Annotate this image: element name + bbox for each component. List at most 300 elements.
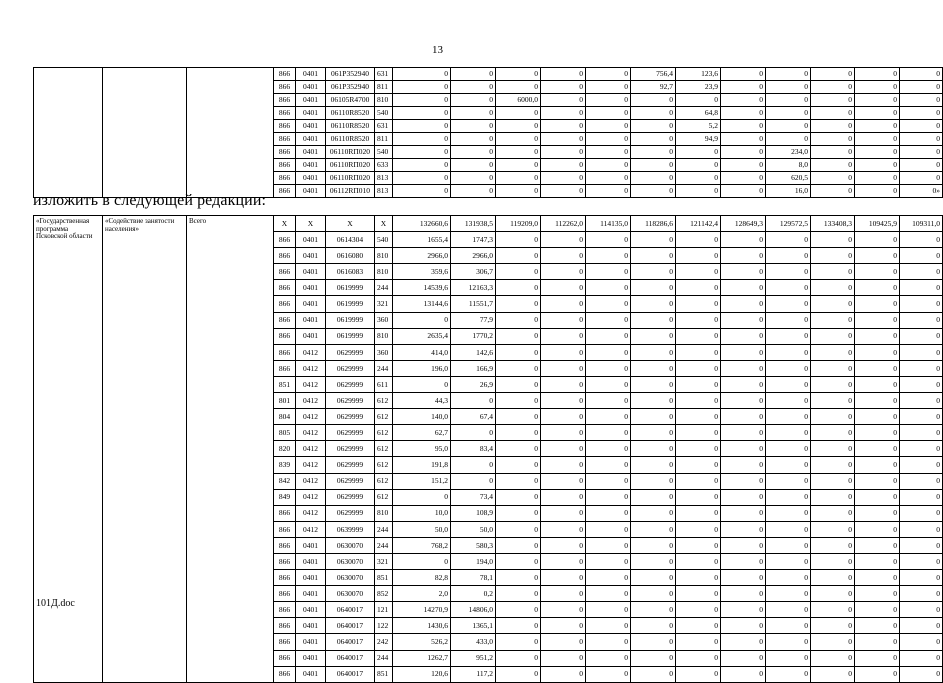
total-cell: 109311,0 — [900, 216, 943, 232]
table-cell: 0 — [855, 570, 900, 586]
table-cell: 06105R4700 — [326, 94, 375, 107]
table-cell: 6000,0 — [496, 94, 541, 107]
table-cell: 0 — [855, 328, 900, 344]
table-cell: 5,2 — [676, 120, 721, 133]
table-cell: 0401 — [296, 650, 326, 666]
table-cell: 0 — [855, 666, 900, 682]
subprogram-name-cell: «Содействие занятости населения» — [103, 216, 187, 683]
table-cell: 0 — [586, 376, 631, 392]
table-cell: 67,4 — [451, 409, 496, 425]
table-cell: 0 — [541, 107, 586, 120]
table-cell: 866 — [274, 521, 296, 537]
table-cell: 0 — [586, 81, 631, 94]
table-cell: 526,2 — [393, 634, 451, 650]
table-cell: 0401 — [296, 133, 326, 146]
table-cell: 0614304 — [326, 232, 375, 248]
table-cell: 244 — [375, 521, 393, 537]
table-cell: 0 — [811, 280, 855, 296]
table-cell: 0 — [855, 425, 900, 441]
table-cell: 866 — [274, 553, 296, 569]
table-cell: 2,0 — [393, 586, 451, 602]
table-cell: 866 — [274, 133, 296, 146]
table-cell: 0 — [451, 457, 496, 473]
table-cell: 0 — [721, 81, 766, 94]
table-cell: 0 — [766, 360, 811, 376]
table-cell: 866 — [274, 159, 296, 172]
table-cell: 0 — [811, 505, 855, 521]
table-cell: 0 — [586, 666, 631, 682]
table-cell: 142,6 — [451, 344, 496, 360]
table-cell: 0 — [676, 602, 721, 618]
total-cell: 132660,6 — [393, 216, 451, 232]
table-cell: 414,0 — [393, 344, 451, 360]
table-cell: 0 — [855, 553, 900, 569]
table-cell: 0 — [541, 425, 586, 441]
table-cell: 0 — [900, 159, 943, 172]
table-cell: 0 — [721, 280, 766, 296]
table-cell: 0629999 — [326, 393, 375, 409]
table-cell: 0 — [900, 634, 943, 650]
table-cell: 0640017 — [326, 666, 375, 682]
table-cell: 0 — [586, 280, 631, 296]
table-cell: 0 — [721, 133, 766, 146]
table-cell: 0 — [541, 393, 586, 409]
table-cell: 0 — [631, 280, 676, 296]
table-cell: 0 — [766, 489, 811, 505]
table-cell: 0 — [631, 232, 676, 248]
table-cell: 866 — [274, 68, 296, 81]
table-cell: 0 — [855, 602, 900, 618]
table-cell: 0 — [586, 586, 631, 602]
table-cell: 0 — [496, 360, 541, 376]
table-cell: 0401 — [296, 312, 326, 328]
table-cell: 811 — [375, 81, 393, 94]
table-cell: 1365,1 — [451, 618, 496, 634]
table-cell: 0 — [721, 505, 766, 521]
table-cell: 866 — [274, 666, 296, 682]
table-cell: 0 — [586, 570, 631, 586]
table-cell: 0 — [811, 159, 855, 172]
table-cell: 0 — [766, 81, 811, 94]
table-cell: 0 — [811, 586, 855, 602]
table-cell: 0 — [721, 521, 766, 537]
table-cell: 611 — [375, 376, 393, 392]
table-cell: 0401 — [296, 172, 326, 185]
table-cell: 0 — [496, 409, 541, 425]
table-cell: 0 — [721, 296, 766, 312]
table-cell: 06110R8520 — [326, 120, 375, 133]
table-cell: 0630070 — [326, 586, 375, 602]
label-cell — [187, 68, 274, 198]
table-cell: 0 — [393, 489, 451, 505]
table-cell: 121 — [375, 602, 393, 618]
table-cell: 0 — [811, 666, 855, 682]
table-cell: 0 — [676, 328, 721, 344]
table-cell: 0 — [393, 133, 451, 146]
table-cell: 0 — [586, 159, 631, 172]
table-cell: 0 — [631, 457, 676, 473]
table-cell: 0 — [721, 232, 766, 248]
table-cell: 0 — [541, 296, 586, 312]
table-cell: 0 — [855, 296, 900, 312]
table-cell: 0 — [586, 521, 631, 537]
table-cell: 0 — [900, 650, 943, 666]
table-cell: 866 — [274, 264, 296, 280]
table-cell: 0 — [541, 133, 586, 146]
table-cell: 0 — [631, 650, 676, 666]
table-cell: 0 — [541, 120, 586, 133]
table-cell: 540 — [375, 107, 393, 120]
table-cell: 360 — [375, 344, 393, 360]
table-cell: 242 — [375, 634, 393, 650]
table-cell: 0 — [631, 521, 676, 537]
table-cell: 123,6 — [676, 68, 721, 81]
table-cell: 0 — [721, 344, 766, 360]
table-cell: 0 — [855, 489, 900, 505]
table-cell: 0 — [811, 94, 855, 107]
table-cell: 0616080 — [326, 248, 375, 264]
table-cell: 0 — [586, 650, 631, 666]
table-cell: 0 — [586, 409, 631, 425]
table-cell: 0 — [721, 666, 766, 682]
table-cell: 306,7 — [451, 264, 496, 280]
table-cell: 0 — [541, 618, 586, 634]
table-cell: 0640017 — [326, 650, 375, 666]
table-cell: 0 — [496, 425, 541, 441]
table-cell: 0 — [766, 312, 811, 328]
table-cell: 0 — [855, 81, 900, 94]
table-cell: 0 — [586, 264, 631, 280]
table-cell: 0 — [900, 393, 943, 409]
table-cell: 0 — [855, 264, 900, 280]
table-cell: 866 — [274, 570, 296, 586]
table-cell: 0 — [631, 553, 676, 569]
table-cell: 0 — [676, 232, 721, 248]
table-cell: 0 — [900, 360, 943, 376]
table-cell: 1262,7 — [393, 650, 451, 666]
table-cell: 0 — [496, 344, 541, 360]
table-cell: 0 — [496, 570, 541, 586]
table-cell: 0 — [811, 107, 855, 120]
table-cell: 0 — [541, 441, 586, 457]
table-cell: 0 — [766, 94, 811, 107]
table-cell: 0630070 — [326, 537, 375, 553]
table-cell: 2966,0 — [451, 248, 496, 264]
table-cell: 0 — [766, 376, 811, 392]
table-cell: 0 — [855, 376, 900, 392]
table-cell: 0640017 — [326, 634, 375, 650]
table-cell: 0 — [676, 94, 721, 107]
table-cell: 0 — [496, 521, 541, 537]
table-cell: 0 — [676, 473, 721, 489]
table-cell: 321 — [375, 553, 393, 569]
table-cell: 839 — [274, 457, 296, 473]
table-cell: 0 — [676, 376, 721, 392]
table-cell: 0 — [811, 409, 855, 425]
table-cell: 0 — [496, 264, 541, 280]
table-cell: 0 — [586, 441, 631, 457]
table-cell: 92,7 — [631, 81, 676, 94]
table-cell: 0 — [900, 344, 943, 360]
table-cell: 0 — [586, 473, 631, 489]
table-cell: 0 — [676, 172, 721, 185]
table-cell: 0 — [631, 172, 676, 185]
total-row — [34, 216, 943, 232]
table-cell: 0 — [855, 505, 900, 521]
table-cell: 0 — [541, 505, 586, 521]
table-cell: 866 — [274, 344, 296, 360]
table-cell: 0 — [900, 409, 943, 425]
table-cell: 0412 — [296, 344, 326, 360]
table-cell: 0401 — [296, 185, 326, 198]
table-cell: 0 — [496, 328, 541, 344]
table-cell: 0 — [721, 586, 766, 602]
table-cell: 0 — [811, 393, 855, 409]
table-cell: 0 — [766, 393, 811, 409]
table-cell: 0 — [721, 159, 766, 172]
table-cell: 0 — [855, 94, 900, 107]
table-cell: 0 — [811, 650, 855, 666]
table-cell: 0412 — [296, 441, 326, 457]
table-cell: 10,0 — [393, 505, 451, 521]
table-cell: 0 — [451, 393, 496, 409]
table-cell: 0 — [586, 457, 631, 473]
program-table — [33, 215, 943, 683]
table-cell: 64,8 — [676, 107, 721, 120]
table-cell: 0 — [721, 489, 766, 505]
table-cell: 0 — [855, 107, 900, 120]
table-cell: 0 — [766, 457, 811, 473]
table-cell: 244 — [375, 537, 393, 553]
table-cell: 0629999 — [326, 473, 375, 489]
table-cell: 0 — [496, 489, 541, 505]
table-cell: 0 — [631, 634, 676, 650]
table-cell: 851 — [375, 666, 393, 682]
table-cell: 0 — [541, 146, 586, 159]
table-cell: 0 — [631, 133, 676, 146]
table-cell: 0 — [766, 586, 811, 602]
table-cell: 0 — [721, 602, 766, 618]
table-cell: 0 — [631, 586, 676, 602]
total-cell: 128649,3 — [721, 216, 766, 232]
table-cell: 0 — [900, 94, 943, 107]
total-cell: Х — [274, 216, 296, 232]
table-cell: 0 — [631, 312, 676, 328]
table-cell: 0 — [586, 360, 631, 376]
table-cell: 0 — [631, 505, 676, 521]
table-cell: 0630070 — [326, 553, 375, 569]
table-cell: 244 — [375, 650, 393, 666]
table-cell: 612 — [375, 489, 393, 505]
table-cell: 0 — [855, 344, 900, 360]
table-cell: 0 — [631, 537, 676, 553]
table-cell: 0 — [855, 312, 900, 328]
table-cell: 0 — [766, 650, 811, 666]
table-cell: 0 — [451, 185, 496, 198]
table-cell: 0 — [393, 553, 451, 569]
table-cell: 0 — [766, 521, 811, 537]
table-cell: 0 — [721, 425, 766, 441]
table-cell: 0 — [541, 553, 586, 569]
table-cell: 0630070 — [326, 570, 375, 586]
table-cell: 0 — [586, 172, 631, 185]
table-cell: 0 — [541, 409, 586, 425]
table-cell: 0 — [631, 328, 676, 344]
table-cell: 0 — [811, 81, 855, 94]
table-cell: 540 — [375, 146, 393, 159]
table-cell: 0629999 — [326, 344, 375, 360]
table-cell: 0 — [676, 537, 721, 553]
table-cell: 0 — [541, 172, 586, 185]
table-cell: 0 — [451, 473, 496, 489]
table-cell: 061P352940 — [326, 81, 375, 94]
table-cell: 0 — [900, 68, 943, 81]
table-cell: 612 — [375, 425, 393, 441]
table-cell: 0 — [451, 159, 496, 172]
table-cell: 122 — [375, 618, 393, 634]
table-cell: 0 — [586, 553, 631, 569]
table-cell: 0 — [586, 344, 631, 360]
table-cell: 0 — [451, 120, 496, 133]
table-cell: 06110R8520 — [326, 133, 375, 146]
table-cell: 95,0 — [393, 441, 451, 457]
table-cell: 0 — [631, 489, 676, 505]
table-cell: 866 — [274, 505, 296, 521]
table-cell: 0 — [766, 570, 811, 586]
table-cell: 0 — [676, 409, 721, 425]
table-cell: 842 — [274, 473, 296, 489]
table-cell: 0 — [631, 146, 676, 159]
table-cell: 810 — [375, 505, 393, 521]
table-cell: 0 — [451, 107, 496, 120]
table-cell: 0629999 — [326, 441, 375, 457]
table-cell: 0 — [451, 172, 496, 185]
program-cell — [34, 68, 103, 198]
table-cell: 0 — [811, 376, 855, 392]
table-cell: 0 — [586, 312, 631, 328]
table-cell: 1770,2 — [451, 328, 496, 344]
table-cell: 0 — [676, 185, 721, 198]
table-cell: 0401 — [296, 280, 326, 296]
table-cell: 0 — [541, 666, 586, 682]
table-cell: 0 — [721, 570, 766, 586]
table-cell: 12163,3 — [451, 280, 496, 296]
table-cell: 0 — [586, 505, 631, 521]
table-cell: 13144,6 — [393, 296, 451, 312]
table-cell: 0 — [586, 120, 631, 133]
table-cell: 0 — [900, 553, 943, 569]
table-cell: 0 — [631, 159, 676, 172]
total-cell: Х — [326, 216, 375, 232]
table-cell: 0401 — [296, 264, 326, 280]
table-cell: 0 — [900, 505, 943, 521]
table-cell: 0 — [451, 81, 496, 94]
continuation-table — [33, 67, 943, 198]
table-cell: 0 — [855, 473, 900, 489]
table-cell: 0 — [676, 505, 721, 521]
table-cell: 0 — [676, 296, 721, 312]
table-cell: 151,2 — [393, 473, 451, 489]
table-cell: 0 — [811, 360, 855, 376]
table-cell: 0629999 — [326, 409, 375, 425]
table-cell: 244 — [375, 280, 393, 296]
table-cell: 0 — [766, 537, 811, 553]
table-cell: 0 — [766, 232, 811, 248]
table-cell: 0 — [586, 68, 631, 81]
table-cell: 0 — [721, 537, 766, 553]
table-cell: 0412 — [296, 425, 326, 441]
table-cell: 0 — [900, 296, 943, 312]
table-cell: 0 — [631, 248, 676, 264]
table-cell: 0 — [766, 328, 811, 344]
table-cell: 0 — [541, 185, 586, 198]
table-cell: 0 — [721, 473, 766, 489]
table-cell: 0 — [496, 248, 541, 264]
table-cell: 810 — [375, 94, 393, 107]
table-cell: 0 — [541, 280, 586, 296]
table-cell: 0 — [900, 473, 943, 489]
table-cell: 0412 — [296, 360, 326, 376]
table-cell: 16,0 — [766, 185, 811, 198]
table-cell: 0 — [811, 344, 855, 360]
table-cell: 78,1 — [451, 570, 496, 586]
table-cell: 1430,6 — [393, 618, 451, 634]
table-cell: 0401 — [296, 296, 326, 312]
table-cell: 0629999 — [326, 457, 375, 473]
table-cell: 0 — [900, 107, 943, 120]
table-cell: 0412 — [296, 376, 326, 392]
table-cell: 0 — [766, 107, 811, 120]
table-cell: 810 — [375, 264, 393, 280]
table-cell: 0 — [766, 666, 811, 682]
table-cell: 0 — [900, 248, 943, 264]
table-cell: 0 — [811, 521, 855, 537]
table-cell: 0639999 — [326, 521, 375, 537]
table-cell: 0 — [586, 248, 631, 264]
table-cell: 0 — [393, 159, 451, 172]
table-cell: 0 — [496, 120, 541, 133]
table-cell: 0 — [586, 296, 631, 312]
section-heading: изложить в следующей редакции: — [33, 192, 267, 209]
table-cell: 0 — [631, 441, 676, 457]
table-cell: 0 — [541, 159, 586, 172]
table-cell: 0 — [676, 393, 721, 409]
table-cell: 0 — [451, 68, 496, 81]
table-cell: 866 — [274, 586, 296, 602]
table-cell: 866 — [274, 81, 296, 94]
total-cell: 114135,0 — [586, 216, 631, 232]
table-cell: 0 — [393, 312, 451, 328]
table-cell: 756,4 — [631, 68, 676, 81]
table-cell: 0 — [676, 457, 721, 473]
table-cell: 14806,0 — [451, 602, 496, 618]
table-cell: 0412 — [296, 473, 326, 489]
table-cell: 0 — [393, 94, 451, 107]
table-cell: 0629999 — [326, 360, 375, 376]
total-cell: 112262,0 — [541, 216, 586, 232]
table-cell: 8,0 — [766, 159, 811, 172]
table-cell: 633 — [375, 159, 393, 172]
table-cell: 0 — [631, 360, 676, 376]
table-cell: 0 — [721, 264, 766, 280]
table-cell: 0 — [586, 146, 631, 159]
table-cell: 0 — [496, 107, 541, 120]
table-cell: 0 — [855, 409, 900, 425]
table-cell: 06112RП010 — [326, 185, 375, 198]
table-cell: 0 — [676, 586, 721, 602]
table-cell: 0 — [586, 425, 631, 441]
total-cell: 118286,6 — [631, 216, 676, 232]
